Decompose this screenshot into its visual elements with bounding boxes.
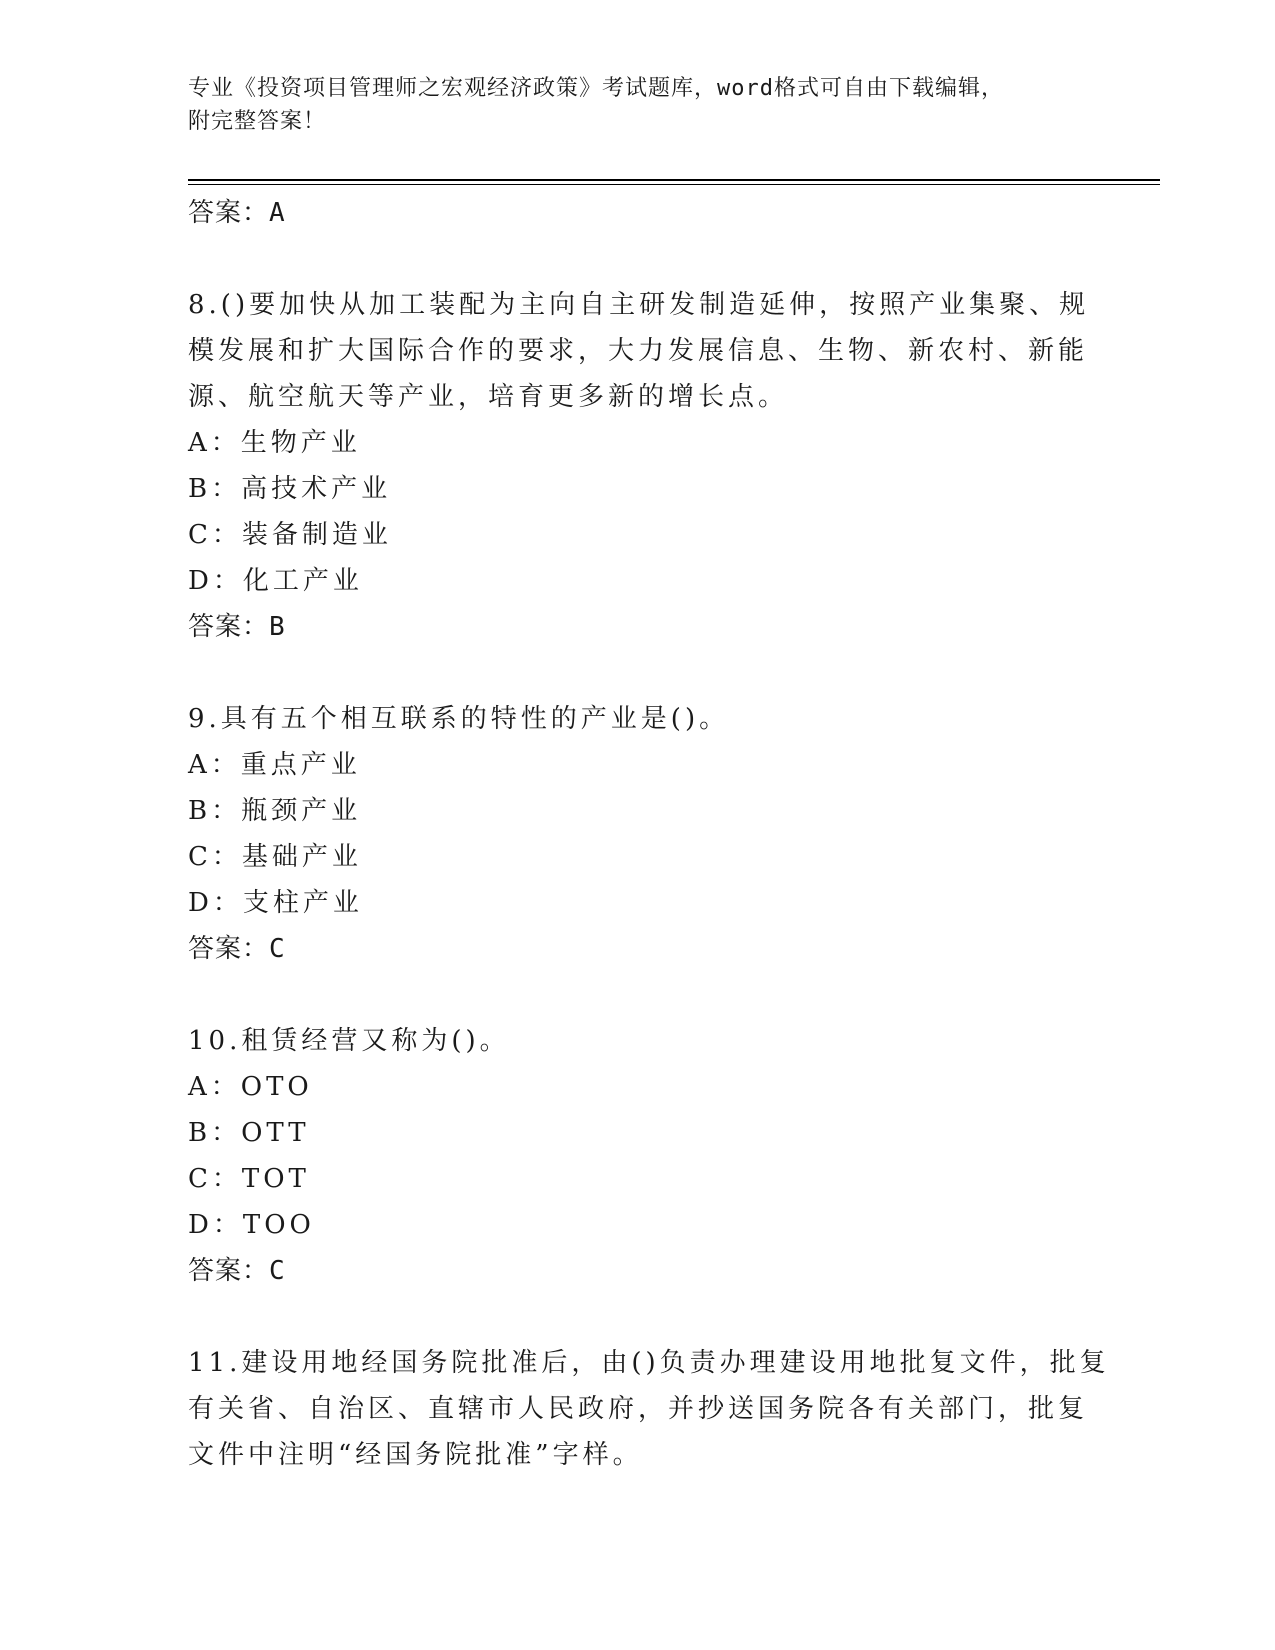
answer-line: 答案：C [188,934,286,964]
answer-line: 答案：A [188,198,286,228]
answer-line: 答案：C [188,1256,286,1286]
option-c: C：基础产业 [188,842,362,872]
header-divider-thick [188,179,1160,181]
option-a: A：OTO [188,1072,313,1102]
question-9 [188,696,1088,972]
option-b: B：OTT [188,1118,310,1148]
question-text-line: 文件中注明“经国务院批准”字样。 [188,1440,643,1470]
spacer [188,972,1088,1018]
question-11 [188,1340,1110,1478]
option-d: D：TOO [188,1210,315,1240]
option-a: A：重点产业 [188,750,361,780]
question-text-line: 源、航空航天等产业，培育更多新的增长点。 [188,382,789,412]
question-text-line: 8.()要加快从加工装配为主向自主研发制造延伸，按照产业集聚、规 [188,290,1090,320]
option-c: C：装备制造业 [188,520,392,550]
question-text-line: 有关省、自治区、直辖市人民政府，并抄送国务院各有关部门，批复 [188,1394,1089,1424]
option-b: B：高技术产业 [188,474,392,504]
question-text-line: 11.建设用地经国务院批准后，由()负责办理建设用地批复文件，批复 [188,1348,1110,1378]
spacer [188,650,1088,696]
answer-line: 答案：B [188,612,286,642]
option-b: B：瓶颈产业 [188,796,362,826]
question-text-line: 10.租赁经营又称为()。 [188,1026,510,1056]
option-a: A：生物产业 [188,428,361,458]
document-header [188,72,1068,138]
header-divider-thin [188,184,1160,185]
spacer [188,236,1088,282]
option-d: D：化工产业 [188,566,363,596]
question-text-line: 9.具有五个相互联系的特性的产业是()。 [188,704,730,734]
question-text-line: 模发展和扩大国际合作的要求，大力发展信息、生物、新农村、新能 [188,336,1089,366]
question-8 [188,282,1088,650]
question-list [188,190,1110,1478]
question-10 [188,1018,1088,1294]
spacer [188,1294,1088,1340]
header-line-1: 专业《投资项目管理师之宏观经济政策》考试题库，word格式可自由下载编辑， [188,76,1004,101]
option-d: D：支柱产业 [188,888,363,918]
header-line-2: 附完整答案！ [188,109,327,134]
option-c: C：TOT [188,1164,310,1194]
